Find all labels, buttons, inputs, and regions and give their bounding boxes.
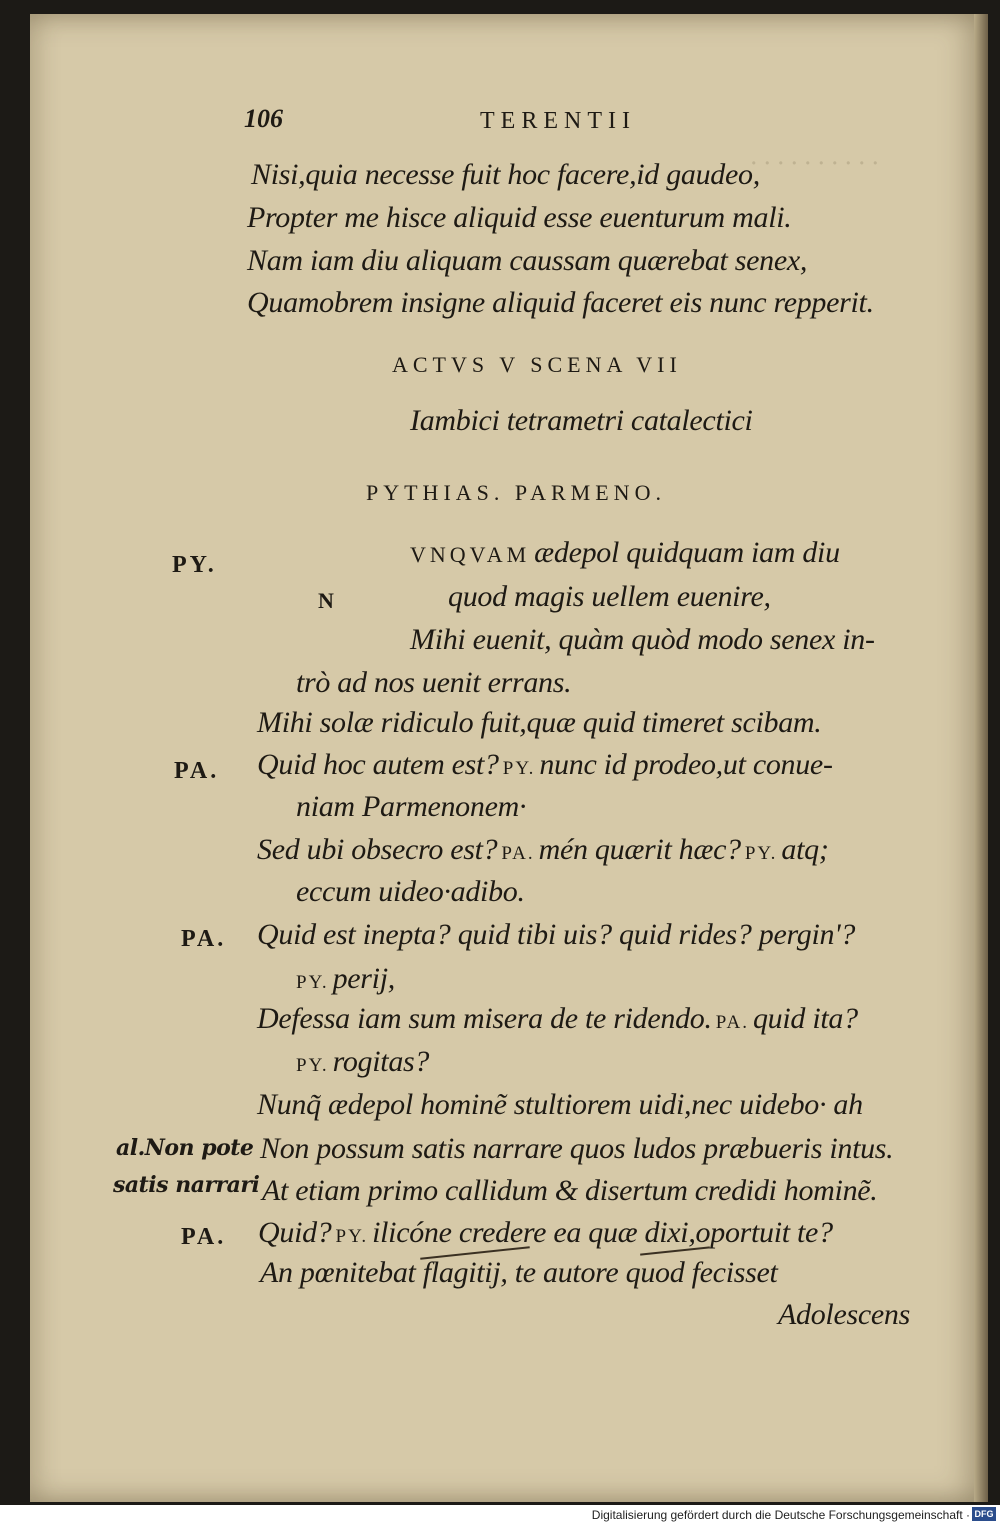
verse-text: Quid hoc autem est? [257,748,499,781]
drop-initial: N [318,588,334,613]
speaker-inline: PY. [296,972,329,993]
verse-line: niam Parmenonem· [296,790,527,823]
verse-line: Quamobrem insigne aliquid faceret eis nunc repperit. [247,286,874,319]
character-list: PYTHIAS. PARMENO. [366,480,666,505]
verse-text: nunc id prodeo,ut conue- [539,748,833,781]
verse-line: Nunq̃ ædepol hominẽ stultiorem uidi,nec uidebo· ah [257,1088,863,1121]
dfg-logo-icon: DFG [972,1507,996,1521]
verse-line [257,1002,858,1036]
verse-text: Defessa iam sum misera de te ridendo. [257,1002,712,1035]
small-caps-word: VNQVAM [410,542,531,567]
running-title: TERENTII [480,108,636,134]
verse-line: At etiam primo callidum & disertum credidi hominẽ. [262,1174,878,1207]
speaker-label: PA. [181,1224,227,1250]
verse-line [296,1045,429,1079]
verse-text: quid ita? [752,1002,858,1035]
verse-line: Propter me hisce aliquid esse euenturum mali. [247,201,792,234]
margin-note: satis narrari [113,1172,260,1198]
speaker-label: PA. [174,758,220,784]
verse-line: Mihi solæ ridiculo fuit,quæ quid timeret scibam. [257,706,822,739]
verse-line: quod magis uellem euenire, [448,580,771,613]
verse-text: Quid? [258,1216,332,1249]
speaker-inline: PA. [715,1012,749,1033]
verse-line: trò ad nos uenit errans. [296,666,572,699]
verse-line: Quid est inepta? quid tibi uis? quid rides? pergin'? [257,918,856,951]
footer-credit: Digitalisierung gefördert durch die Deutsche Forschungsgemeinschaft · [591,1508,970,1522]
verse-line: eccum uideo·adibo. [296,875,525,908]
scene-heading: ACTVS V SCENA VII [392,352,682,377]
speaker-inline: PY. [335,1226,369,1247]
verse-line [257,748,833,782]
verse-text: mén quærit hæc? [538,833,741,866]
speaker-inline: PY. [502,758,536,779]
page-gutter-shadow [974,14,988,1502]
speaker-label: PA. [181,926,227,952]
verse-line: Nisi,quia necesse fuit hoc facere,id gaudeo, [251,158,760,191]
verse-text: Sed ubi obsecro est? [257,833,498,866]
meter-heading: Iambici tetrametri catalectici [410,404,753,437]
verse-text: ilicóne credere ea quæ dixi,oportuit te? [372,1216,833,1249]
verse-line: An pœnitebat flagitij, te autore quod fecisset [260,1256,778,1289]
verse-line [258,1216,833,1250]
verse-line: Mihi euenit, quàm quòd modo senex in- [410,623,875,656]
speaker-inline: PY. [296,1055,329,1076]
speaker-inline: PY. [744,843,778,864]
verse-line: Nam iam diu aliquam caussam quærebat senex, [247,244,808,277]
margin-note: al.Non pote [116,1135,254,1161]
verse-line [296,962,395,996]
verse-text: atq; [781,833,829,866]
page-number: 106 [244,104,283,133]
verse-line [410,536,840,570]
verse-line: Non possum satis narrare quos ludos præbueris intus. [260,1132,894,1165]
speaker-inline: PA. [501,843,535,864]
catchword: Adolescens [778,1298,910,1331]
verse-line [257,833,829,867]
verse-text: ædepol quidquam iam diu [534,536,840,569]
bleed-through: · · · · · · · · · · [750,148,879,178]
verse-text: rogitas? [332,1045,430,1078]
speaker-label: PY. [172,552,217,578]
verse-text: perij, [332,962,395,995]
